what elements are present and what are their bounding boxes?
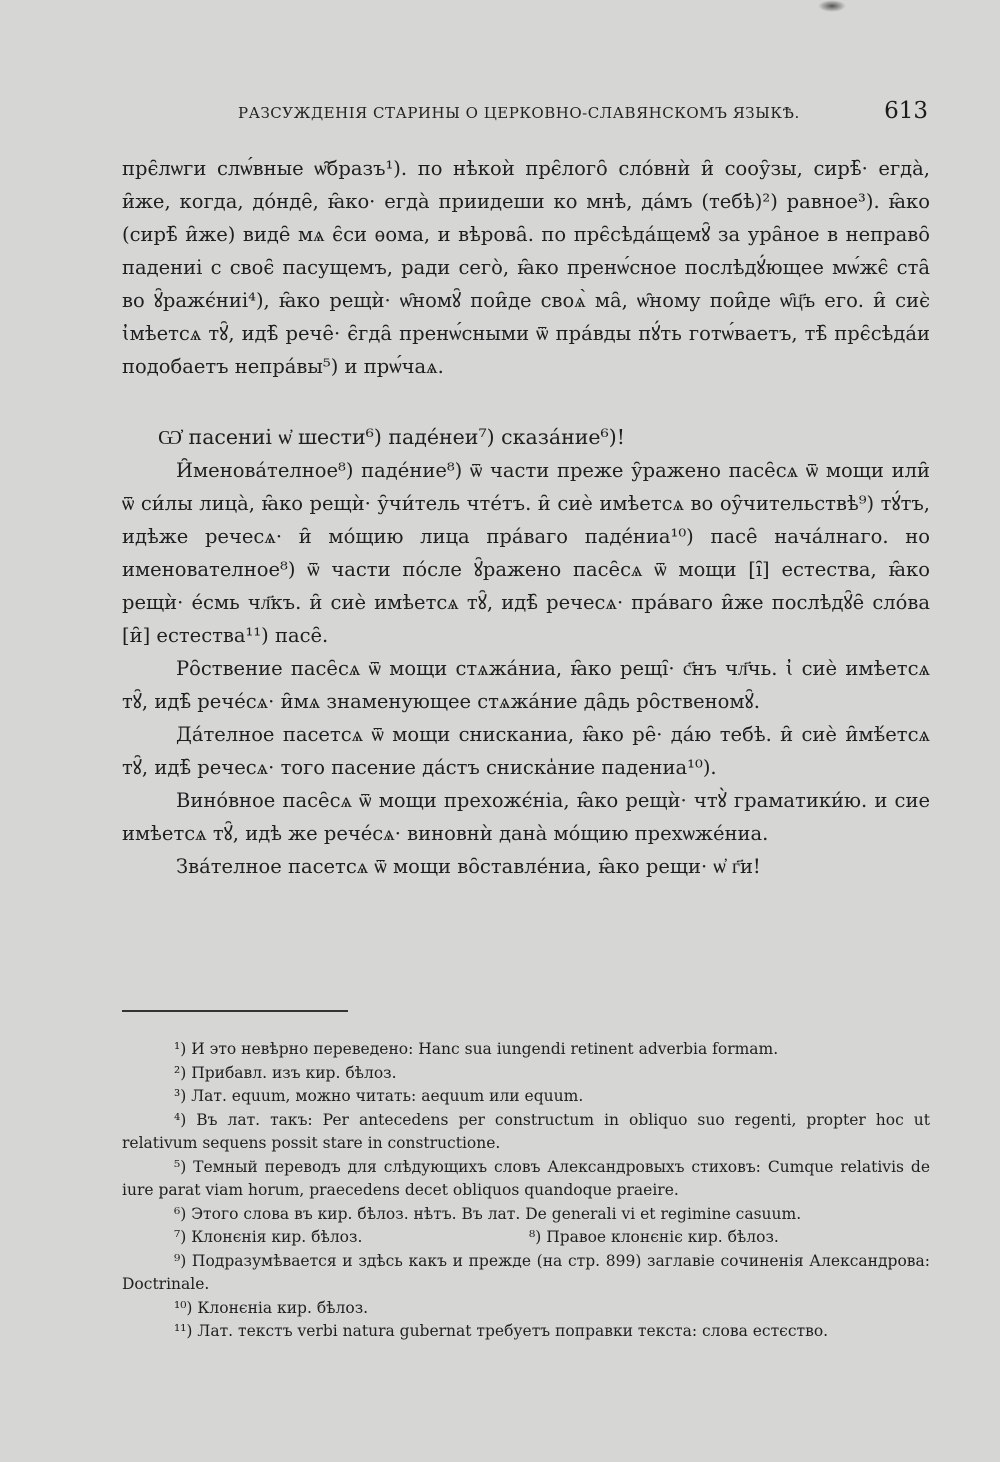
page-number: 613	[884, 98, 928, 124]
footnote-6: ⁶) Этого слова въ кир. бѣлоз. нѣтъ. Въ лат. De generali vi et regimine casuum.	[174, 1204, 802, 1223]
footnote-row-7-8	[122, 1226, 930, 1250]
footnote-8: ⁸) Правое клонєнiє кир. бѣлоз.	[529, 1228, 779, 1246]
paragraph-1: прє̑лѡги слѡ́вные ѡ̑бразъ¹). по нѣкоѝ прє̑лого̑ сло́внѝ и̑ сооу̑зы, сирѣ̑· егда̀, и̑же, когда, до́нде̑, ꙗ̑ко· егда̀ приидеши ко мнѣ, да́мъ (тебѣ)²) равное³). ꙗ̑ко (сирѣ̑ и̑же) виде̑ мѧ є̑си ѳома, и вѣрова̑. по прє̑сѣда́щемꙋ̑ за ура̑ное в неправо̑ падениі с своє̑ пасущемъ, ради сего̀, ꙗ̑ко пренѡ́сное послѣдꙋ́ющее мѡ́жє̑ ста̑ во ꙋ̑ражє́ниі⁴), ꙗ̑ко рещѝ· ѡ̑номꙋ̑ пои̑де своѧ̀ ма̑, ѡ̑ному пои̑де ѡ̑ц҃ъ его. и̑ сиє̀ ꙇ̓мѣетсѧ тꙋ̑, идѣ̑ рече̑· є̑гда̑ пренѡ́сными ѿ пра́вды пꙋ́ть готѡ́ваетъ, тѣ̑ прє̑сѣда́и подобаетъ непра́вы⁵) и прѡ́чаѧ.	[122, 157, 930, 378]
running-title: РАЗСУЖДЕНІЯ СТАРИНЫ О ЦЕРКОВНО-СЛАВЯНСКОМЪ ЯЗЫКѢ.	[238, 104, 800, 122]
paragraph-5: Вино́вное пасе̑сѧ ѿ мощи прехожє́ніа, ꙗ̑ко рещѝ· чтꙋ̀ граматики́ю. и сие имѣетсѧ тꙋ̑, идѣ же рече́сѧ· виновнѝ данà мо́щию прехѡже́ниа.	[122, 789, 930, 845]
paragraph-4: Да́телное пасетсѧ ѿ мощи снисканиа, ꙗ̑ко ре̑· да́ю тебѣ. и̑ сиѐ и̑мѣ́етсѧ тꙋ̑, идѣ̑ речесѧ· того пасение да́стъ снискa̍ние падениа¹⁰).	[122, 723, 930, 779]
footnote-3: ³) Лат. equum, можно читать: aequum или equum.	[174, 1087, 584, 1105]
page-header	[238, 98, 928, 134]
footnote-4: ⁴) Въ лат. такъ: Per antecedens per constructum in obliquo suo regenti, propter hoc ut relativum sequens possit stare in constructione.	[122, 1110, 930, 1152]
footnote-10: ¹⁰) Клонєнiа кир. бѣлоз.	[174, 1298, 369, 1317]
section-heading: Ѡ҆ пасениі ѡ҆ шести⁶) паде́неи⁷) сказа́ние⁶)!	[158, 425, 626, 449]
footnote-11: ¹¹) Лат. текстъ verbi natura gubernat требуетъ поправки текста: слова естєство.	[174, 1322, 829, 1340]
main-text	[122, 152, 930, 883]
footnote-separator	[122, 1010, 348, 1012]
paragraph-6: Зва́телное пасетсѧ ѿ мощи во̑ставле́ниа, ꙗ̑ко рещи· ѡ҆ г҃и!	[176, 855, 761, 878]
paragraph-3: Ро̑ствение пасе̑сѧ ѿ мощи стѧжа́ниа, ꙗ̑ко рещі̑· с҃нъ чл҃чь. ꙇ̓ сиѐ имѣетсѧ тꙋ̑, идѣ̑ рече́сѧ· и̑мѧ знаменующее стѧжа́ние да̑дь ро̑ственомꙋ̑.	[122, 657, 930, 713]
footnote-2: ²) Прибавл. изъ кир. бѣлоз.	[174, 1063, 397, 1082]
ink-smudge	[818, 0, 846, 12]
footnote-7: ⁷) Клонєнiя кир. бѣлоз.	[174, 1228, 363, 1246]
footnotes	[122, 1038, 930, 1344]
footnote-5: ⁵) Темный переводъ для слѣдующихъ словъ Александровыхъ стиховъ: Cumque relativis de iure parat viam horum, praecedens decet obliquos quandoque praeire.	[122, 1157, 930, 1199]
footnote-1: ¹) И это невѣрно переведено: Hanc sua iungendi retinent adverbia formam.	[174, 1040, 779, 1058]
paragraph-2: И̑менова́телное⁸) паде́ние⁸) ѿ части преже у̑ражено пасе̑сѧ ѿ мощи или̑ ѿ си́лы лица̀, ꙗ̑ко рещѝ· у̑чи́тель чте́тъ. и̑ сиѐ имѣетсѧ во оу̑чительствѣ⁹) тꙋ́тъ, идѣже речесѧ· и̑ мо́щию лица пра́ваго паде́ниа¹⁰) пасе̑ нача́лнаго. но именователное⁸) ѿ части по́сле ꙋ̑ражено пасе̑сѧ ѿ мощи [і̑] естества, ꙗ̑ко рещѝ· е́смь чл҃къ. и̑ сиѐ имѣетсѧ тꙋ̑, идѣ̑ речесѧ· пра́ваго и̑же послѣдꙋ̑е̑ сло́ва [и̑] естества¹¹) пасе̑.	[122, 459, 930, 647]
footnote-9: ⁹) Подразумѣвается и здѣсь какъ и прежде (на стр. 899) заглавіе сочиненія Александрова: Doctrinale.	[122, 1251, 930, 1293]
